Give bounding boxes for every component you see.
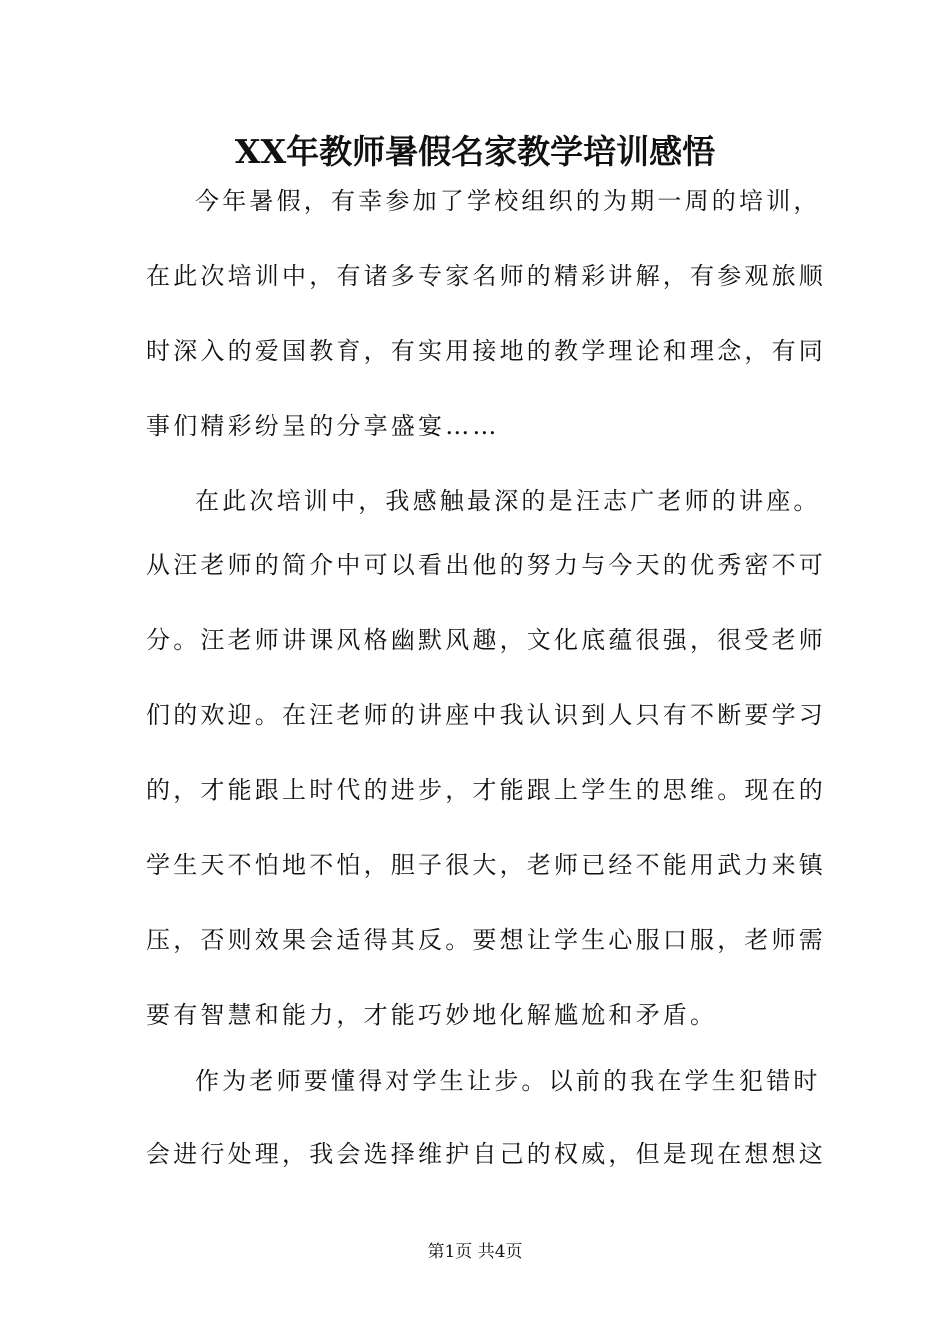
paragraph-2-line-3: 分。汪老师讲课风格幽默风趣，文化底蕴很强，很受老师	[146, 626, 826, 654]
paragraph-2-line-4: 们的欢迎。在汪老师的讲座中我认识到人只有不断要学习	[146, 701, 826, 729]
document-title: XX年教师暑假名家教学培训感悟	[234, 132, 716, 171]
paragraph-2-line-2: 从汪老师的简介中可以看出他的努力与今天的优秀密不可	[146, 551, 826, 579]
paragraph-3-line-2: 会进行处理，我会选择维护自己的权威，但是现在想想这	[146, 1140, 826, 1168]
paragraph-1-line-4: 事们精彩纷呈的分享盛宴……	[146, 412, 500, 440]
paragraph-2-line-7: 压，否则效果会适得其反。要想让学生心服口服，老师需	[146, 926, 826, 954]
page-footer: 第1页 共4页	[427, 1242, 523, 1262]
paragraph-1-line-2: 在此次培训中，有诸多专家名师的精彩讲解，有参观旅顺	[146, 262, 826, 290]
paragraph-1-line-1: 今年暑假，有幸参加了学校组织的为期一周的培训，	[195, 187, 821, 215]
paragraph-2-line-5: 的，才能跟上时代的进步，才能跟上学生的思维。现在的	[146, 776, 826, 804]
paragraph-2-line-8: 要有智慧和能力，才能巧妙地化解尴尬和矛盾。	[146, 1001, 718, 1029]
paragraph-2-line-6: 学生天不怕地不怕，胆子很大，老师已经不能用武力来镇	[146, 851, 826, 879]
paragraph-1-line-3: 时深入的爱国教育，有实用接地的教学理论和理念，有同	[146, 337, 826, 365]
paragraph-2-line-1: 在此次培训中，我感触最深的是汪志广老师的讲座。	[195, 487, 821, 515]
paragraph-3-line-1: 作为老师要懂得对学生让步。以前的我在学生犯错时	[195, 1067, 821, 1095]
